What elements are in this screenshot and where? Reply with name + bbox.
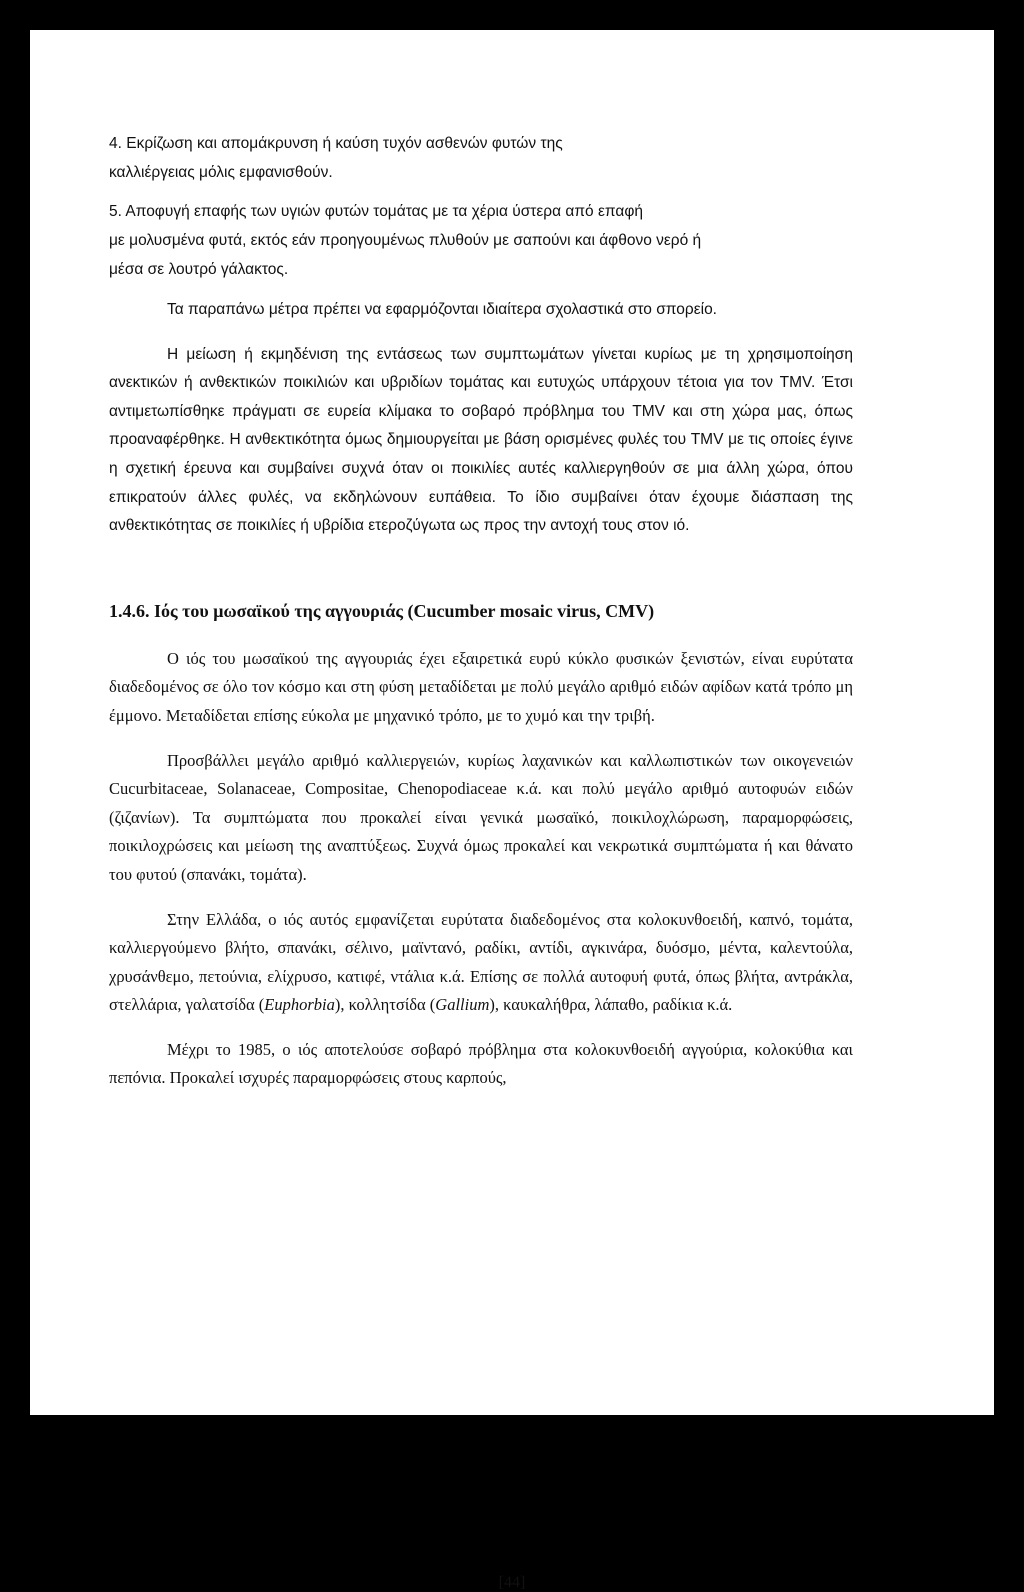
list-item-4-line1: 4. Εκρίζωση και απομάκρυνση ή καύση τυχόν ασθενών φυτών της (109, 135, 563, 152)
list-item-5 (109, 197, 853, 284)
paragraph-greece-part1: Στην Ελλάδα, ο ιός αυτός εμφανίζεται ευρύτατα διαδεδομένος στα κολοκυνθοειδή, καπνό, τομάτα, καλλιεργούμενο βλήτο, σπανάκι, σέλινο, μαϊντανό, ραδίκι, αντίδι, αγκινάρα, δυόσμο, μέντα, καλεντούλα, χρυσάνθεμο, πετούνια, ελίχρυσο, κατιφέ, ντάλια κ.ά. Επίσης σε πολλά αυτοφυή φυτά, όπως βλήτα, αντράκλα, στελλάρια, γαλατσίδα ( (109, 909, 853, 1015)
document-page (30, 30, 994, 1591)
paragraph-greece-italic-euphorbia: Euphorbia (264, 995, 335, 1015)
list-item-5-line1: 5. Αποφυγή επαφής των υγιών φυτών τομάτας με τα χέρια ύστερα από επαφή (109, 203, 643, 220)
paragraph-measures: Τα παραπάνω μέτρα πρέπει να εφαρμόζονται ιδιαίτερα σχολαστικά στο σπορείο. (167, 301, 717, 318)
paragraph-greece-italic-gallium: Gallium (435, 995, 490, 1015)
list-item-5-line2: με μολυσμένα φυτά, εκτός εάν προηγουμένως πλυθούν με σαπούνι και άφθονο νερό ή (109, 232, 702, 249)
list-item-4-line2: καλλιέργειας μόλις εμφανισθούν. (109, 164, 333, 181)
list-item-4 (109, 129, 853, 187)
paragraph-hosts: Προσβάλλει μεγάλο αριθμό καλλιεργειών, κυρίως λαχανικών και καλλωπιστικών των οικογενειών Cucurbitaceae, Solanaceae, Compositae, Chenopodiaceae κ.ά. και πολύ μεγάλο αριθμό αυτοφυών ειδών (ζιζανίων). Τα συμπτώματα που προκαλεί είναι γενικά μωσαϊκό, ποικιλοχλώρωση, παραμορφώσεις, ποικιλοχρώσεις και μείωση της αναπτύξεως. Συχνά όμως προκαλεί και νεκρωτικά συμπτώματα ή και θάνατο του φυτού (σπανάκι, τομάτα). (109, 750, 853, 884)
page-number: [44] (498, 1574, 526, 1591)
paragraph-greece-part2: ), κολλητσίδα ( (334, 995, 436, 1015)
paragraph-resistance: Η μείωση ή εκμηδένιση της εντάσεως των συμπτωμάτων γίνεται κυρίως με τη χρησιμοποίηση ανεκτικών ή ανθεκτικών ποικιλιών και υβριδίων τομάτας και ευτυχώς υπάρχουν τέτοια για τον TMV. Έτσι αντιμετωπίσθηκε πράγματι σε ευρεία κλίμακα το σοβαρό πρόβλημα του TMV και στη χώρα μας, όπως προαναφέρθηκε. Η ανθεκτικότητα όμως δημιουργείται με βάση ορισμένες φυλές του TMV με τις οποίες έγινε η σχετική έρευνα και συμβαίνει συχνά όταν οι ποικιλίες αυτές καλλιεργηθούν σε μια άλλη χώρα, όπου επικρατούν άλλες φυλές, να εκδηλώνουν ευπάθεια. Το ίδιο συμβαίνει όταν έχουμε διάσπαση της ανθεκτικότητας σε ποικιλίες ή υβρίδια ετεροζύγωτα ως προς την αντοχή τους στον ιό. (109, 345, 853, 535)
paragraph-1985: Μέχρι το 1985, ο ιός αποτελούσε σοβαρό πρόβλημα στα κολοκυνθοειδή αγγούρια, κολοκύθια και πεπόνια. Προκαλεί ισχυρές παραμορφώσεις στους καρπούς, (109, 1039, 853, 1088)
page-footer (30, 1574, 994, 1592)
paragraph-greece (109, 906, 853, 1020)
page-content (109, 129, 853, 1093)
section-heading: 1.4.6. Ιός του μωσαϊκού της αγγουριάς (Cucumber mosaic virus, CMV) (109, 600, 655, 621)
paragraph-greece-part3: ), καυκαλήθρα, λάπαθο, ραδίκια κ.ά. (489, 995, 733, 1015)
list-item-5-line3: μέσα σε λουτρό γάλακτος. (109, 261, 289, 278)
paragraph-cmv-intro: Ο ιός του μωσαϊκού της αγγουριάς έχει εξαιρετικά ευρύ κύκλο φυσικών ξενιστών, είναι ευρύτατα διαδεδομένος σε όλο τον κόσμο και στη φύση μεταδίδεται με πολύ μεγάλο αριθμό ειδών αφίδων κατά τρόπο μη έμμονο. Μεταδίδεται επίσης εύκολα με μηχανικό τρόπο, με το χυμό και την τριβή. (109, 648, 853, 725)
